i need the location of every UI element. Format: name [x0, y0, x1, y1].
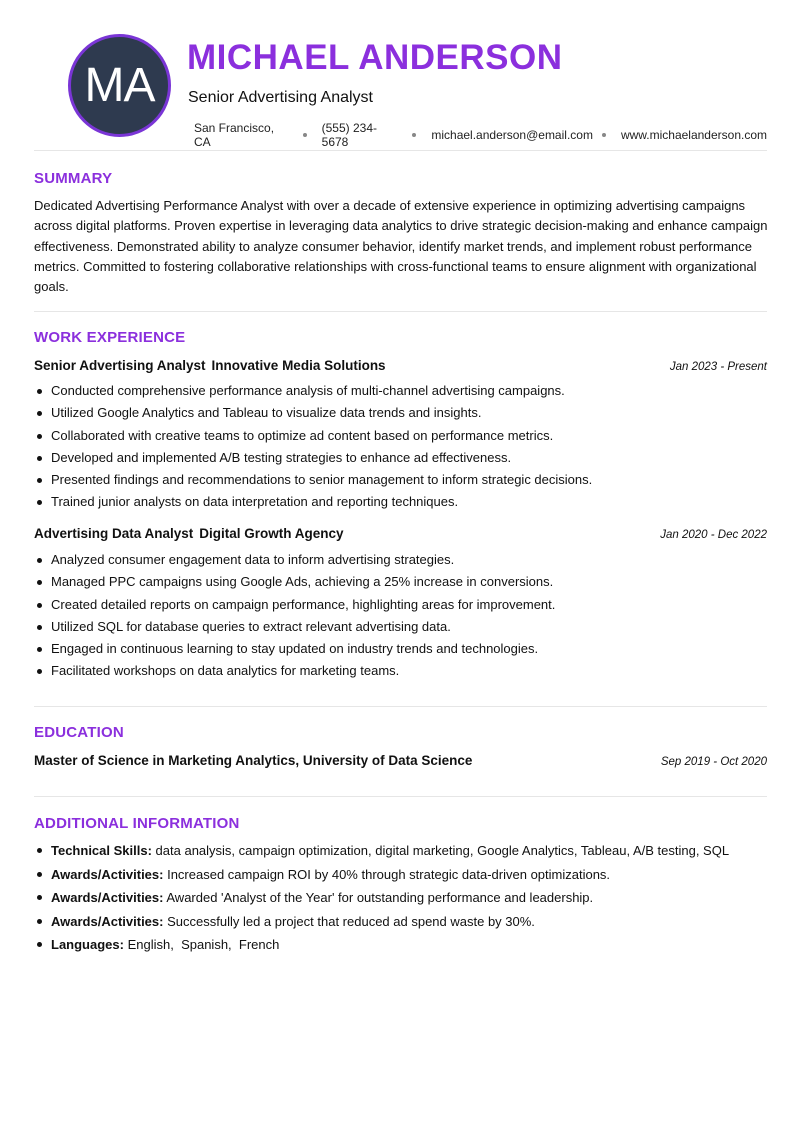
- education-entry: [34, 753, 767, 768]
- item-label: Awards/Activities:: [51, 913, 164, 929]
- degree: Master of Science in Marketing Analytics, University of Data Science: [34, 753, 473, 768]
- resume-header: [34, 0, 767, 150]
- list-item: Developed and implemented A/B testing strategies to enhance ad effectiveness.: [34, 447, 592, 469]
- contact-phone[interactable]: (555) 234-5678: [321, 121, 378, 149]
- job-bullets: [34, 380, 592, 514]
- list-item: [34, 910, 729, 934]
- summary-heading: SUMMARY: [34, 170, 113, 187]
- bullet-separator-icon: [303, 133, 307, 137]
- job-header: [34, 526, 767, 541]
- job-title-line: [34, 526, 344, 541]
- candidate-title: Senior Advertising Analyst: [188, 89, 373, 106]
- section-divider: [34, 706, 767, 707]
- item-label: Awards/Activities:: [51, 890, 164, 905]
- job-header: [34, 358, 767, 373]
- item-text: English, Spanish, French: [127, 937, 280, 952]
- job-role: Advertising Data Analyst: [34, 526, 194, 541]
- item-label: Languages:: [51, 937, 124, 952]
- list-item: [34, 863, 729, 887]
- job-company: Digital Growth Agency: [199, 526, 344, 541]
- list-item: Created detailed reports on campaign performance, highlighting areas for improvement.: [34, 594, 555, 616]
- job-title-line: [34, 358, 386, 373]
- section-divider: [34, 796, 767, 797]
- list-item: Managed PPC campaigns using Google Ads, achieving a 25% increase in conversions.: [34, 571, 555, 593]
- contact-website[interactable]: www.michaelanderson.com: [620, 128, 767, 142]
- list-item: [34, 933, 729, 957]
- work-experience-heading: WORK EXPERIENCE: [34, 329, 186, 346]
- item-text: Successfully led a project that reduced ad spend waste by 30%.: [167, 913, 535, 929]
- additional-info-heading: ADDITIONAL INFORMATION: [34, 815, 240, 832]
- summary-text: Dedicated Advertising Performance Analyst with over a decade of extensive experience in optimizing advertising campaigns across digital platforms. Proven expertise in leveraging data analytics to drive strategic decision-making and enhance campaign effectiveness. Demonstrated ability to analyze consumer behavior, identify market trends, and implement robust performance metrics. Committed to fostering collaborative relationships with cross-functional teams to ensure alignment with organizational goals.: [34, 198, 768, 295]
- list-item: [34, 886, 729, 910]
- education-dates: Sep 2019 - Oct 2020: [660, 756, 767, 768]
- avatar-initials: MA: [84, 59, 155, 112]
- section-divider: [34, 311, 767, 312]
- candidate-name: MICHAEL ANDERSON: [187, 38, 563, 77]
- job-role: Senior Advertising Analyst: [34, 358, 206, 373]
- job-dates: Jan 2023 - Present: [669, 361, 767, 373]
- list-item: Utilized Google Analytics and Tableau to visualize data trends and insights.: [34, 402, 592, 424]
- job-bullets: [34, 549, 555, 683]
- item-text: Increased campaign ROI by 40% through strategic data-driven optimizations.: [167, 866, 611, 882]
- list-item: Engaged in continuous learning to stay updated on industry trends and technologies.: [34, 638, 555, 660]
- list-item: Conducted comprehensive performance analysis of multi-channel advertising campaigns.: [34, 380, 592, 402]
- avatar: [68, 34, 171, 137]
- contact-location: San Francisco, CA: [194, 121, 275, 149]
- item-text: data analysis, campaign optimization, digital marketing, Google Analytics, Tableau, A/B testing, SQL: [155, 843, 730, 858]
- job-company: Innovative Media Solutions: [211, 358, 386, 373]
- list-item: Utilized SQL for database queries to extract relevant advertising data.: [34, 616, 555, 638]
- item-label: Awards/Activities:: [51, 866, 164, 882]
- list-item: Analyzed consumer engagement data to inform advertising strategies.: [34, 549, 555, 571]
- list-item: Trained junior analysts on data interpretation and reporting techniques.: [34, 491, 592, 513]
- job-dates: Jan 2020 - Dec 2022: [660, 529, 767, 541]
- list-item: Presented findings and recommendations to senior management to inform strategic decisions.: [34, 469, 592, 491]
- bullet-separator-icon: [602, 133, 606, 137]
- item-text: Awarded 'Analyst of the Year' for outstanding performance and leadership.: [166, 890, 594, 905]
- list-item: Collaborated with creative teams to optimize ad content based on performance metrics.: [34, 425, 592, 447]
- list-item: [34, 839, 729, 863]
- contact-email[interactable]: michael.anderson@email.com: [431, 128, 593, 142]
- contact-line: [194, 121, 767, 149]
- bullet-separator-icon: [412, 133, 416, 137]
- additional-info-list: [34, 839, 729, 957]
- section-divider: [34, 150, 767, 151]
- list-item: Facilitated workshops on data analytics for marketing teams.: [34, 660, 555, 682]
- item-label: Technical Skills:: [51, 843, 152, 858]
- education-heading: EDUCATION: [34, 724, 124, 741]
